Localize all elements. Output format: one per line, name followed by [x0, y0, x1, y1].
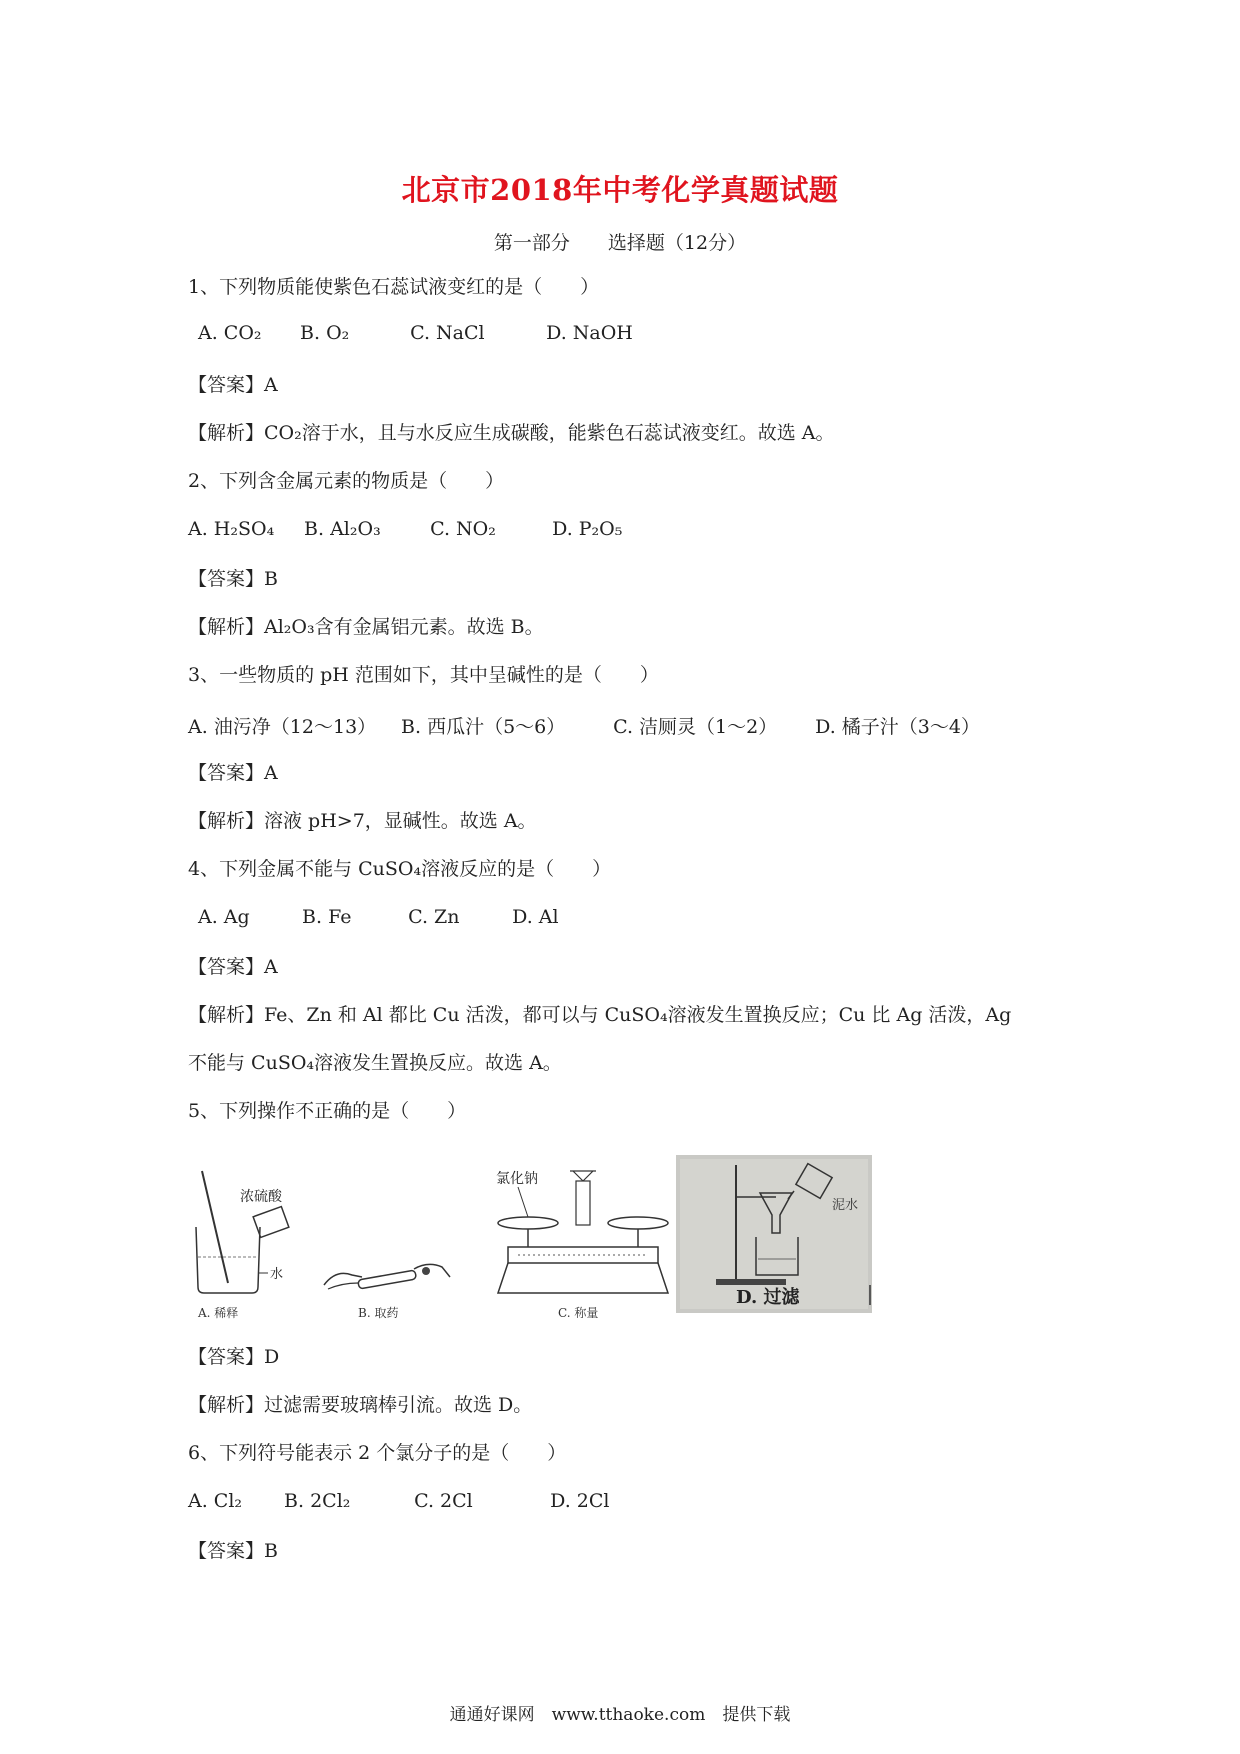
sodium-chloride-label: 氯化钠: [496, 1171, 538, 1187]
question-5-figures: [188, 1165, 888, 1325]
option-a: A. Cl₂: [188, 1490, 243, 1512]
figure-c-caption: C. 称量: [558, 1306, 599, 1320]
question-2-analysis: 【解析】Al₂O₃含有金属铝元素。故选 B。: [188, 616, 544, 638]
question-4-stem: 4、下列金属不能与 CuSO₄溶液反应的是（ ）: [188, 858, 612, 880]
option-d: D. NaOH: [546, 322, 633, 344]
question-4-options: [198, 906, 559, 928]
question-1-stem: 1、下列物质能使紫色石蕊试液变红的是（ ）: [188, 276, 600, 298]
question-5-stem: 5、下列操作不正确的是（ ）: [188, 1100, 467, 1122]
option-c: C. Zn: [408, 906, 460, 928]
page-title: 北京市2018年中考化学真题试题: [401, 173, 839, 207]
question-4-answer: 【答案】A: [188, 956, 278, 978]
question-6-stem: 6、下列符号能表示 2 个氯分子的是（ ）: [188, 1442, 567, 1464]
option-b: B. O₂: [300, 322, 350, 344]
question-5-answer: 【答案】D: [188, 1346, 280, 1368]
question-5-analysis: 【解析】过滤需要玻璃棒引流。故选 D。: [188, 1394, 533, 1416]
option-d: D. 橘子汁（3～4）: [815, 716, 980, 738]
option-a: A. 油污净（12～13）: [188, 716, 377, 738]
question-3-answer: 【答案】A: [188, 762, 278, 784]
option-d: D. 2Cl: [550, 1490, 610, 1512]
question-2-answer: 【答案】B: [188, 568, 278, 590]
question-6-options: [188, 1490, 609, 1512]
section-heading: 第一部分 选择题（12分）: [493, 232, 747, 254]
option-a: A. CO₂: [198, 322, 262, 344]
option-a: A. Ag: [198, 906, 250, 928]
option-b: B. Fe: [302, 906, 352, 928]
option-b: B. 西瓜汁（5～6）: [401, 716, 566, 738]
page-footer: 通通好课网 www.tthaoke.com 提供下载: [449, 1705, 791, 1725]
figure-d-caption: D. 过滤: [736, 1287, 800, 1308]
option-d: D. Al: [512, 906, 559, 928]
take-reagent-figure: [318, 1165, 458, 1325]
question-4-analysis-line-1: 【解析】Fe、Zn 和 Al 都比 Cu 活泼，都可以与 CuSO₄溶液发生置换反应；Cu 比 Ag 活泼，Ag: [188, 1004, 1012, 1026]
question-3-analysis: 【解析】溶液 pH>7，显碱性。故选 A。: [188, 810, 537, 832]
option-c: C. 2Cl: [414, 1490, 473, 1512]
option-c: C. NO₂: [430, 518, 496, 540]
question-2-stem: 2、下列含金属元素的物质是（ ）: [188, 470, 505, 492]
filtration-figure: [676, 1155, 876, 1315]
option-d: D. P₂O₅: [552, 518, 623, 540]
option-b: B. 2Cl₂: [284, 1490, 351, 1512]
question-6-answer: 【答案】B: [188, 1540, 278, 1562]
acid-label: 浓硫酸: [240, 1189, 282, 1205]
water-label: 水: [270, 1267, 284, 1282]
question-2-options: [188, 518, 622, 540]
question-1-answer: 【答案】A: [188, 374, 278, 396]
option-c: C. NaCl: [410, 322, 485, 344]
muddy-water-label: 泥水: [832, 1198, 859, 1213]
dilution-figure: [188, 1165, 308, 1325]
option-a: A. H₂SO₄: [188, 518, 275, 540]
question-4-analysis-line-2: 不能与 CuSO₄溶液发生置换反应。故选 A。: [188, 1052, 562, 1074]
question-1-analysis: 【解析】CO₂溶于水，且与水反应生成碳酸，能紫色石蕊试液变红。故选 A。: [188, 422, 835, 444]
question-1-options: [198, 322, 633, 344]
weighing-figure: [488, 1165, 678, 1325]
question-3-options: [188, 712, 980, 739]
figure-a-caption: A. 稀释: [198, 1306, 239, 1320]
figure-b-caption: B. 取药: [358, 1306, 399, 1320]
option-b: B. Al₂O₃: [304, 518, 381, 540]
option-c: C. 洁厕灵（1～2）: [613, 716, 778, 738]
question-3-stem: 3、一些物质的 pH 范围如下，其中呈碱性的是（ ）: [188, 664, 659, 686]
